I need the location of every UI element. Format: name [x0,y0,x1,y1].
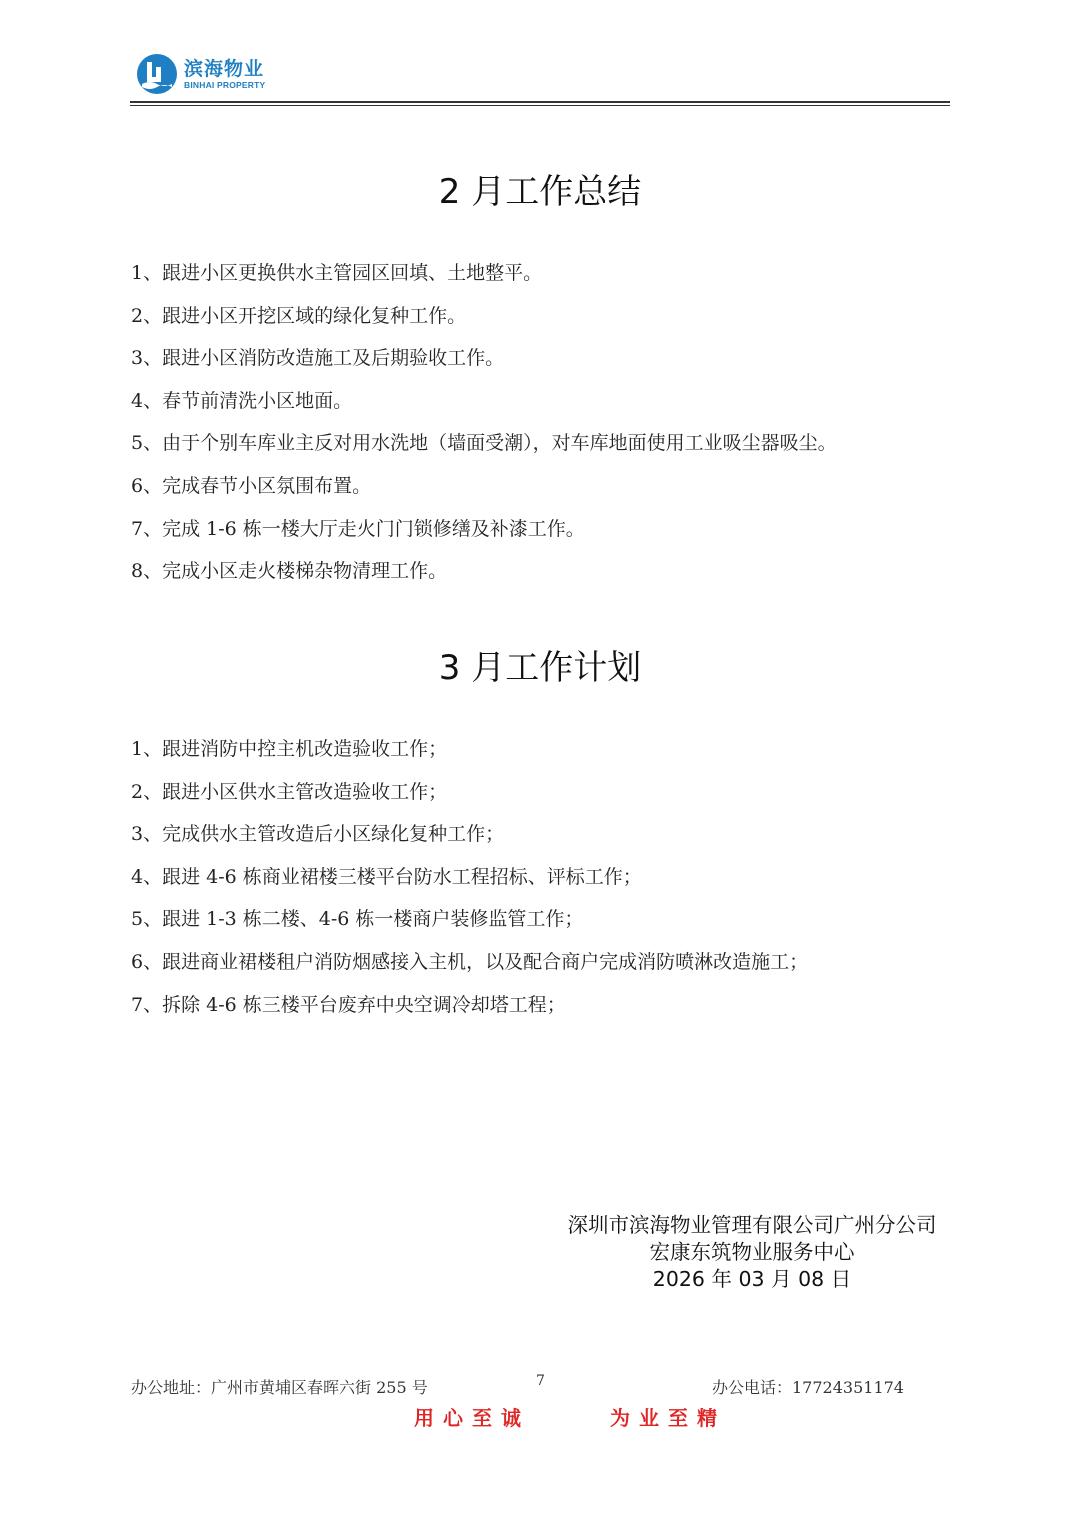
plan-item: 6、跟进商业裙楼租户消防烟感接入主机，以及配合商户完成消防喷淋改造施工； [131,950,809,973]
plan-item: 2、跟进小区供水主管改造验收工作； [131,780,448,803]
plan-title: 3 月工作计划 [438,648,642,688]
plan-item: 3、完成供水主管改造后小区绿化复种工作； [131,823,505,846]
header-divider [130,101,950,103]
company-logo [136,52,265,96]
summary-item: 7、完成 1-6 栋一楼大厅走火门门锁修缮及补漆工作。 [131,517,585,540]
footer-phone: 办公电话：17724351174 [712,1378,904,1397]
summary-item: 5、由于个别车库业主反对用水洗地（墙面受潮），对车库地面使用工业吸尘器吸尘。 [131,432,837,455]
footer-address: 办公地址：广州市黄埔区春晖六街 255 号 [131,1378,428,1397]
summary-item: 8、完成小区走火楼梯杂物清理工作。 [131,560,448,583]
signature-company: 深圳市滨海物业管理有限公司广州分公司 [567,1213,937,1237]
summary-item: 1、跟进小区更换供水主管园区回填、土地整平。 [131,262,543,284]
page-number: 7 [536,1373,545,1389]
summary-list [131,252,837,593]
signature-center: 宏康东筑物业服务中心 [649,1240,855,1264]
plan-list [131,728,808,1026]
signature-block [540,1212,964,1293]
plan-item: 1、跟进消防中控主机改造验收工作； [131,738,448,760]
plan-item: 5、跟进 1-3 栋二楼、4-6 栋一楼商户装修监管工作； [131,908,584,931]
binhai-logo-icon [136,53,178,95]
slogan-right: 为业至精 [610,1406,726,1430]
summary-item: 6、完成春节小区氛围布置。 [131,474,372,497]
summary-item: 4、春节前清洗小区地面。 [131,389,353,412]
logo-english-name: BINHAI PROPERTY [184,79,266,90]
summary-item: 3、跟进小区消防改造施工及后期验收工作。 [131,347,505,370]
signature-date: 2026 年 03 月 08 日 [652,1267,852,1291]
slogan-left: 用心至诚 [414,1406,530,1430]
summary-title: 2 月工作总结 [438,172,642,212]
summary-item: 2、跟进小区开挖区域的绿化复种工作。 [131,304,467,327]
plan-item: 4、跟进 4-6 栋商业裙楼三楼平台防水工程招标、评标工作； [131,865,642,888]
logo-chinese-name: 滨海物业 [184,57,265,80]
header-divider-thin [130,105,950,106]
plan-item: 7、拆除 4-6 栋三楼平台废弃中央空调冷却塔工程； [131,993,566,1016]
